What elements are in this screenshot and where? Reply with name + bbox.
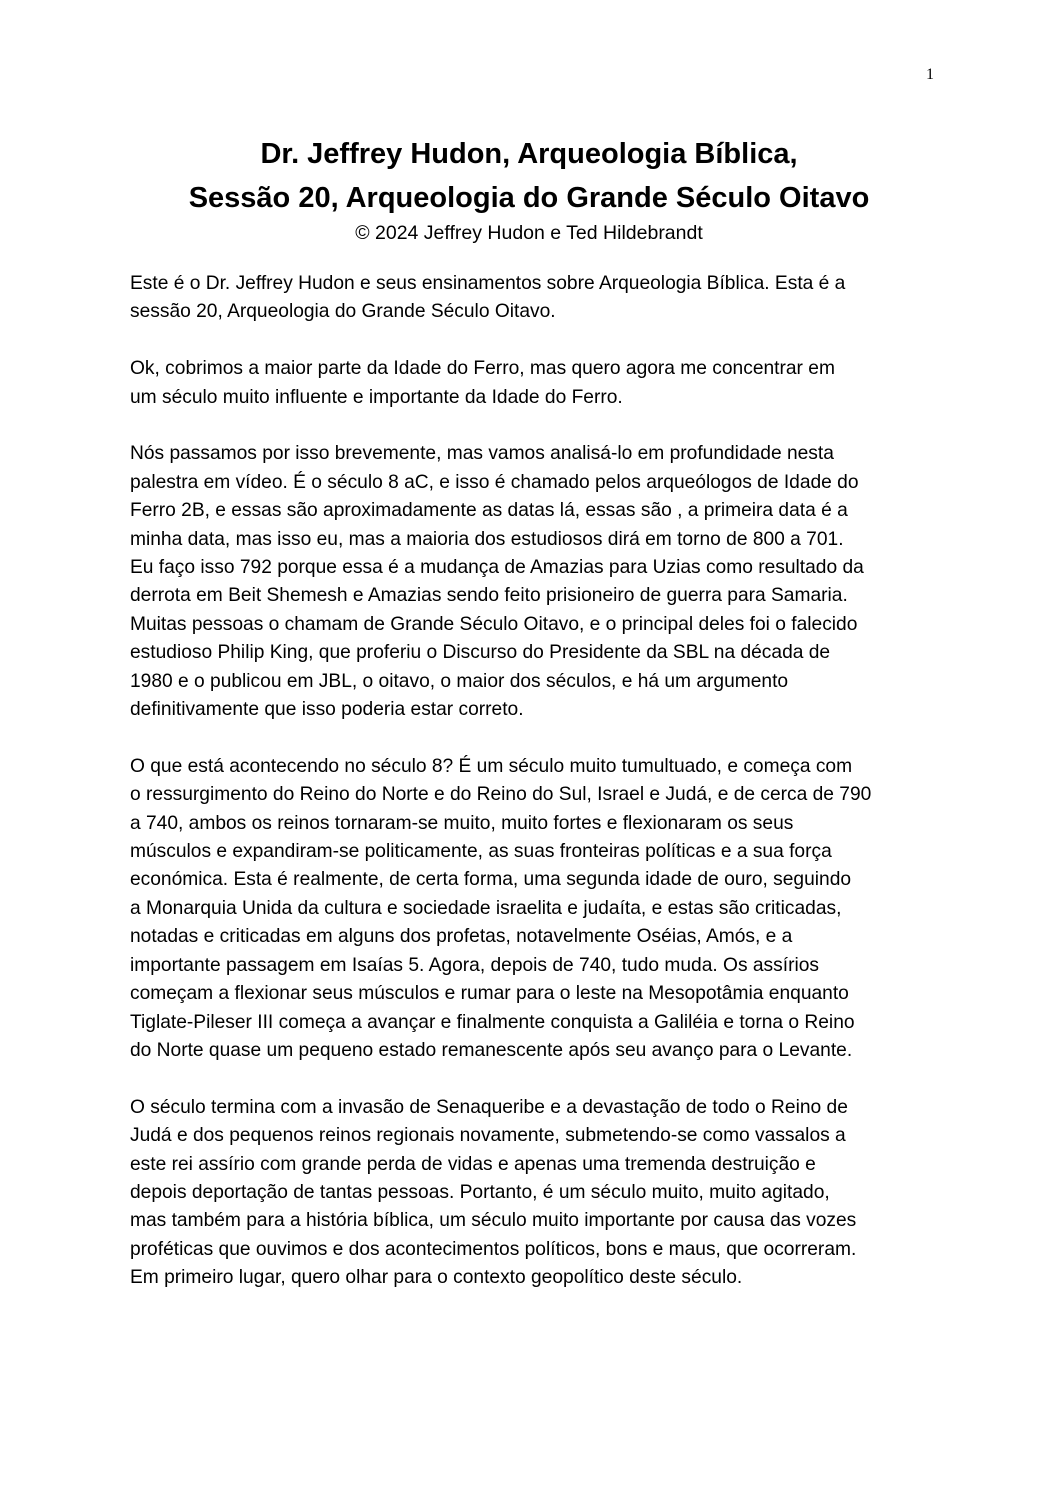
text-line: Ferro 2B, e essas são aproximadamente as datas lá, essas são , a primeira data é a: [130, 500, 848, 522]
title-block: [0, 132, 1058, 246]
text-line: definitivamente que isso poderia estar correto.: [130, 699, 524, 721]
text-line: Judá e dos pequenos reinos regionais novamente, submetendo-se como vassalos a: [130, 1125, 846, 1147]
text-line: a 740, ambos os reinos tornaram-se muito, muito fortes e flexionaram os seus: [130, 812, 794, 834]
text-line: sessão 20, Arqueologia do Grande Século Oitavo.: [130, 301, 556, 323]
text-line: 1980 e o publicou em JBL, o oitavo, o maior dos séculos, e há um argumento: [130, 670, 789, 692]
text-line: O que está acontecendo no século 8? É um século muito tumultuado, e começa com: [130, 755, 853, 777]
text-line: estudioso Philip King, que proferiu o Discurso do Presidente da SBL na década de: [130, 642, 831, 664]
text-line: Tiglate-Pileser III começa a avançar e finalmente conquista a Galiléia e torna o Reino: [130, 1011, 855, 1033]
text-line: Nós passamos por isso brevemente, mas vamos analisá-lo em profundidade nesta: [130, 443, 834, 465]
paragraph: [130, 355, 938, 412]
text-line: mas também para a história bíblica, um século muito importante por causa das vozes: [130, 1210, 857, 1232]
text-line: Este é o Dr. Jeffrey Hudon e seus ensinamentos sobre Arqueologia Bíblica. Esta é a: [130, 273, 846, 294]
page-number: 1: [926, 66, 934, 83]
text-line: económica. Esta é realmente, de certa forma, uma segunda idade de ouro, seguindo: [130, 869, 852, 891]
text-line: depois deportação de tantas pessoas. Portanto, é um século muito, muito agitado,: [130, 1181, 830, 1203]
title-line-2: Sessão 20, Arqueologia do Grande Século Oitavo: [188, 182, 870, 214]
text-line: proféticas que ouvimos e dos acontecimentos políticos, bons e maus, que ocorreram.: [130, 1238, 857, 1260]
text-line: minha data, mas isso eu, mas a maioria dos estudiosos dirá em torno de 800 a 701.: [130, 528, 844, 550]
text-line: este rei assírio com grande perda de vidas e apenas uma tremenda destruição e: [130, 1153, 816, 1175]
text-line: O século termina com a invasão de Senaqueribe e a devastação de todo o Reino de: [130, 1096, 848, 1118]
body-text: [130, 270, 938, 1321]
text-line: Em primeiro lugar, quero olhar para o contexto geopolítico deste século.: [130, 1267, 743, 1289]
paragraph: [130, 440, 938, 724]
text-line: começam a flexionar seus músculos e rumar para o leste na Mesopotâmia enquanto: [130, 983, 849, 1005]
title-line-1: Dr. Jeffrey Hudon, Arqueologia Bíblica,: [260, 138, 798, 170]
text-line: notadas e criticadas em alguns dos profetas, notavelmente Oséias, Amós, e a: [130, 926, 793, 948]
text-line: palestra em vídeo. É o século 8 aC, e isso é chamado pelos arqueólogos de Idade do: [130, 471, 859, 493]
text-line: um século muito influente e importante da Idade do Ferro.: [130, 386, 623, 408]
text-line: Muitas pessoas o chamam de Grande Século Oitavo, e o principal deles foi o falecido: [130, 613, 858, 635]
paragraph: [130, 753, 938, 1065]
text-line: músculos e expandiram-se politicamente, as suas fronteiras políticas e a sua força: [130, 841, 832, 863]
text-line: a Monarquia Unida da cultura e sociedade israelita e judaíta, e estas são criticadas,: [130, 897, 842, 919]
text-line: o ressurgimento do Reino do Norte e do Reino do Sul, Israel e Judá, e de cerca de 790: [130, 784, 872, 806]
text-line: derrota em Beit Shemesh e Amazias sendo feito prisioneiro de guerra para Samaria.: [130, 585, 848, 607]
paragraph: [130, 1094, 938, 1293]
paragraph: [130, 270, 938, 327]
text-line: do Norte quase um pequeno estado remanescente após seu avanço para o Levante.: [130, 1039, 853, 1061]
text-line: importante passagem em Isaías 5. Agora, depois de 740, tudo muda. Os assírios: [130, 954, 819, 976]
copyright-line: © 2024 Jeffrey Hudon e Ted Hildebrandt: [355, 222, 703, 244]
text-line: Ok, cobrimos a maior parte da Idade do Ferro, mas quero agora me concentrar em: [130, 358, 835, 380]
text-line: Eu faço isso 792 porque essa é a mudança de Amazias para Uzias como resultado da: [130, 557, 864, 579]
